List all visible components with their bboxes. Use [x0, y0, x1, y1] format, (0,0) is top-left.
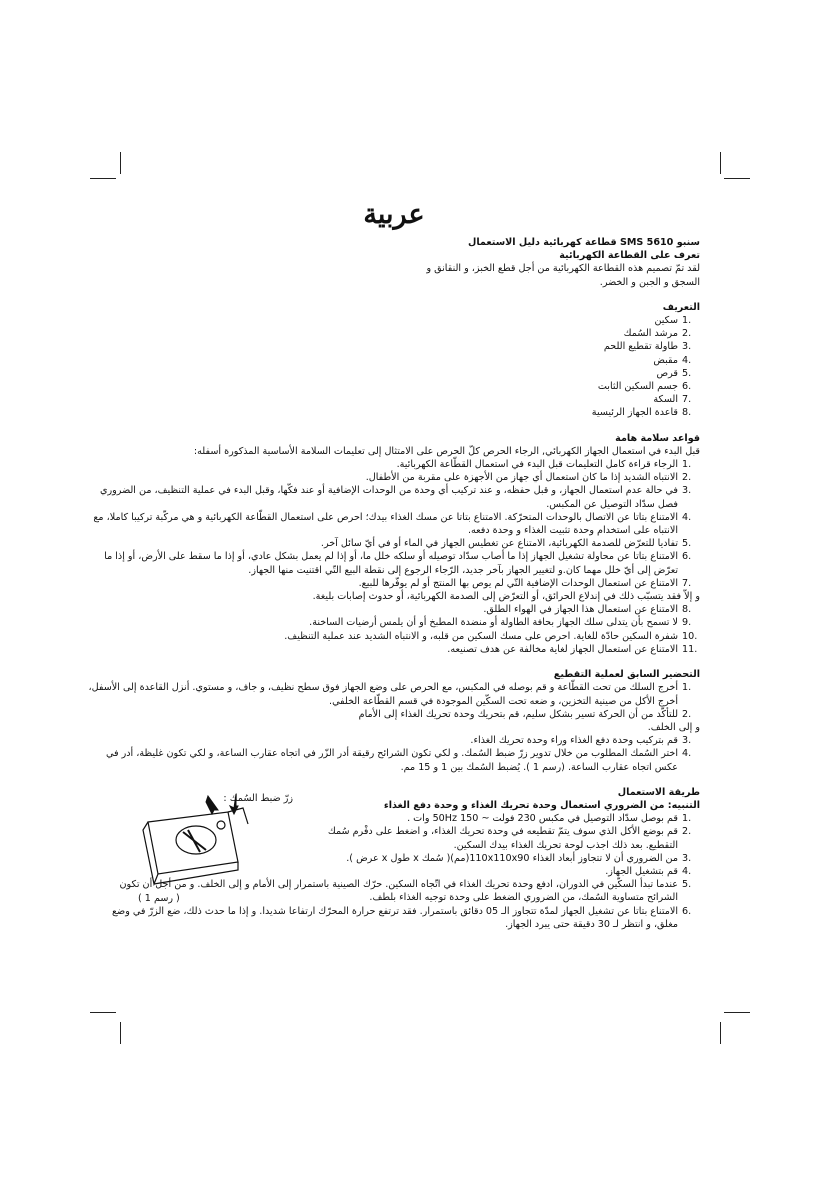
header-line: سنبو SMS 5610 قطاعة كهربائية دليل الاستعمال — [468, 237, 700, 248]
crop-mark — [720, 1022, 721, 1044]
crop-mark — [720, 152, 721, 174]
list-item: 4. مقبض — [653, 354, 692, 366]
intro-heading: تعرف على القطاعة الكهربائية — [559, 250, 700, 262]
list-item: 2. للتأكّد من أن الحركة تسير بشكل سليم، قم بتحريك وحدة تحريك الغذاء إلى الأمام — [358, 708, 692, 720]
safety-list — [88, 458, 700, 656]
list-item: 1. أخرج السلك من تحت القطّاعة و قم بوصله في المكبس، مع الحرص على وضع الجهاز فوق سطح نظيف، و جاف، و مستوي. أنزل القاعدة إلى الأسفل، أخرج الأكل من صينية التخزين، و ضعه تحت السكّين الموجودة في قسم القطّاعة الخلفي. — [88, 682, 692, 707]
parts-section — [88, 301, 700, 420]
crop-mark — [90, 1012, 116, 1013]
list-item: 1. سكين — [654, 315, 692, 327]
safety-heading: قواعد سلامة هامة — [615, 432, 700, 444]
list-item: 5. تفاديا للتعرّض للصدمة الكهربائية، الامتناع عن تغطيس الجهاز في الماء أو في أيّ سائل آخر. — [320, 538, 692, 550]
list-item: 2. الانتباه الشديد إذا ما كان استعمال أي جهاز من الأجهزة على مقربة من الأطفال. — [365, 472, 692, 484]
figure-label: زرّ ضبط السُمك : — [223, 792, 293, 804]
list-item: 2. مرشد السُمك — [623, 328, 692, 340]
usage-heading: طريقة الاستعمال — [617, 786, 700, 798]
list-item: 5. عندما تبدأ السكّين في الدوران، ادفع وحدة تحريك الغذاء في اتّجاه السكين. حرّك الصينية باستمرار إلى الأمام و إلى الخلف. و من أجل أن تكون الشرائح متساوية السُمك، من الضروري الضغط على وحدة توجيه الغذاء بلطف. — [119, 879, 692, 904]
list-item: 3. في حالة عدم استعمال الجهاز، و قبل حفظه، و عند تركيب أي وحدة من الوحدات الإضافية أو عند فكّها، وقبل البدء في عملية التنظيف، من الضروري فصل سدّاد التوصيل عن المكبس. — [100, 485, 692, 510]
list-item: 2. قم بوضع الأكل الذي سوف يتمّ تقطيعه في وحدة تحريك الغذاء، و اضغط على دفْرم سُمك التقطيع. بعد ذلك اجذب لوحة تحريك الغذاء بيدك السكين. — [327, 826, 692, 851]
list-item: 9. لا تسمح بأن يتدلى سلك الجهاز بحافة الطاولة أو منضدة المطبخ أو أن يلمس أرضيات الساخنة. — [309, 617, 692, 629]
list-item: 6. الامتناع بتاتا عن تشغيل الجهاز لمدّة تتجاوز الـ 05 دقائق باستمرار. فقد ترتفع حرارة المحرّك ارتفاعا شديدا. و إذا ما حدث ذلك، ضع الزرّ في وضع مغلق، و انتظر لـ 30 دقيقة حتى يبرد الجهاز. — [111, 905, 692, 930]
crop-mark — [724, 178, 750, 179]
prep-section — [88, 668, 700, 774]
manual-page — [88, 198, 700, 931]
parts-heading: التعريف — [662, 301, 700, 313]
list-item: 4. اختر السُمك المطلوب من خلال تدوير زرّ ضبط السُمك. و لكي تكون الشرائح رقيقة أدر الزّر في اتجاه عقارب الساعة، و لكي تكون غليظة، أدر في عكس اتجاه عقارب الساعة. (رسم 1 ). يُضبط السُمك بين 1 و 15 مم. — [106, 748, 692, 773]
list-item: 7. السكة — [653, 394, 692, 406]
list-item: 4. الامتناع بتاتا عن الاتصال بالوحدات المتحرّكة. الامتناع بتاتا عن مسك الغذاء بيدك؛ احرص على استعمال القطّاعة الكهربائية و هي مركّبة تركيبا كاملا، مع الانتباه على استخدام وحدة تثبيت الغذاء و وحدة دفعه. — [93, 511, 692, 537]
list-item: 4. قم بتشغيل الجهاز. — [605, 865, 692, 877]
list-item: 3. طاولة تقطيع اللحم — [603, 341, 692, 353]
prep-heading: التحضير السابق لعملية التقطيع — [553, 669, 700, 681]
list-item: 3. من الضروري أن لا تتجاوز أبعاد الغذاء 110x110x90(مم)( سُمك x طول x عرض ). — [346, 852, 692, 864]
page-title: عربية — [363, 199, 425, 230]
list-item: 3. قم بتركيب وحدة دفع الغذاء وراء وحدة تحريك الغذاء. — [470, 735, 692, 747]
parts-list — [88, 314, 700, 420]
list-item: 8. قاعدة الجهاز الرئيسية — [591, 407, 692, 419]
list-item: 6. الامتناع بتاتا عن محاولة تشغيل الجهاز إذا ما أصاب سدّاد توصيله أو سلكه خلل ما، أو إذا لم يعمل بشكل عادي، أو إذا ما سقط على الأرض، أو إذا ما تعرّض إلى أيّ خلل مهما كان.و لتغيير الجهاز بآخر جديد، الرّجاء الرجوع إلى نقطة البيع التّي اقتنيت منها الجهاز. — [104, 551, 692, 576]
list-item: 1. قم بوصل سدّاد التوصيل في مكبس 230 فولت ~ 50Hz 150 وات . — [407, 813, 692, 825]
list-item: 6. جسم السكين الثابت — [597, 381, 692, 393]
safety-intro: قبل البدء في استعمال الجهاز الكهربائي, الرجاء الحرص كلّ الحرص على الامتثال إلى تعليمات السلامة الأساسية المذكورة أسفله: — [193, 445, 700, 457]
list-item: و إلاّ فقد يتسبّب ذلك في إندلاع الحرائق، أو التعرّض إلى الصدمة الكهربائية، أو حدوث إصابات بليغة. — [312, 591, 700, 603]
list-item: 7. الامتناع عن استعمال الوحدات الإضافية التّي لم يوص بها المنتج أو لم يوفّرها للبيع. — [358, 577, 692, 589]
list-item: 5. قرص — [656, 367, 692, 379]
list-item: 8. الامتناع عن استعمال هذا الجهاز في الهواء الطلق. — [483, 604, 692, 616]
list-item: 1. الرجاء قراءة كامل التعليمات قبل البدء في استعمال القطّاعة الكهربائية. — [396, 459, 692, 471]
crop-mark — [120, 1022, 121, 1044]
figure-caption: ( رسم 1 ) — [138, 892, 180, 904]
crop-mark — [90, 178, 116, 179]
arrow-icon — [206, 796, 218, 814]
safety-section — [88, 432, 700, 656]
usage-warning: التنبيه: من الضروري استعمال وحدة تحريك الغذاء و وحدة دفع الغذاء — [383, 799, 700, 811]
crop-mark — [120, 152, 121, 174]
list-item: 10. شفرة السكين حادّة للغاية. احرص على مسك السكين من قلبه، و الانتباه الشديد عند عملية التنظيف. — [284, 630, 698, 642]
list-item: و إلى الخلف. — [647, 721, 700, 733]
prep-list — [88, 681, 700, 773]
crop-mark — [724, 1012, 750, 1013]
list-item: 11. الامتناع عن استعمال الجهاز لغاية مخالفة عن هدف تصنيعه. — [447, 643, 698, 655]
intro-text: لقد تمّ تصميم هذه القطاعة الكهربائية من أجل قطع الخبز، و النقانق و السجق و الجبن و الخضر. — [426, 263, 700, 288]
usage-section — [88, 786, 700, 931]
